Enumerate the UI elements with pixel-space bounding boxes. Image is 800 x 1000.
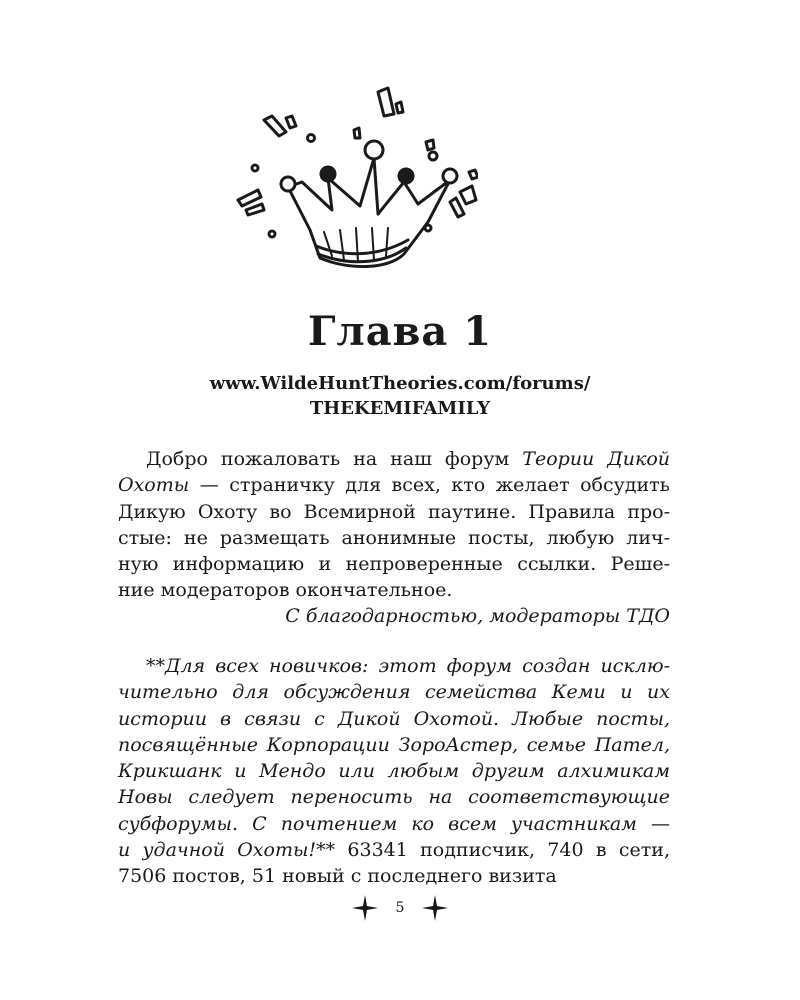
crown-icon xyxy=(228,82,478,282)
page-number: 5 xyxy=(395,900,405,916)
welcome-text: Дикую Охоту во Всемирной паутине. Правила про- xyxy=(118,500,670,523)
welcome-text: ную информацию и непроверенные ссылки. Реше- xyxy=(118,553,670,576)
notice-text: посвящённые Корпорации ЗороАстер, семье Пател, xyxy=(118,733,670,756)
notice-text: и удачной Охоты!** xyxy=(118,839,336,862)
four-point-star-icon xyxy=(422,895,448,921)
welcome-paragraph xyxy=(118,446,670,604)
notice-text: субфорумы. С почтением ко всем участникам — xyxy=(118,812,670,835)
four-point-star-icon xyxy=(352,895,378,921)
welcome-text: Добро пожаловать на наш форум xyxy=(146,448,523,470)
forum-url-line2: THEKEMIFAMILY xyxy=(309,398,491,419)
forum-stats: 7506 постов, 51 новый с последнего визита xyxy=(118,865,557,888)
forum-url xyxy=(0,371,800,421)
notice-text: чительно для обсуждения семейства Кеми и их xyxy=(118,681,670,704)
forum-url-line1: www.WildeHuntTheories.com/forums/ xyxy=(209,373,591,394)
notice-text: истории в связи с Дикой Охотой. Любые посты, xyxy=(118,707,670,730)
welcome-text: стые: не размещать анонимные посты, любую лич- xyxy=(118,526,670,549)
welcome-text: ние модераторов окончательное. xyxy=(118,579,453,602)
moderators-signature: С благодарностью, модераторы ТДО xyxy=(285,605,670,627)
chapter-title: Глава 1 xyxy=(307,308,493,355)
forum-name-part2: Охоты xyxy=(118,474,190,497)
forum-name-part1: Теории Дикой xyxy=(522,448,670,470)
notice-text: Новы следует переносить на соответствующие xyxy=(118,786,670,809)
newcomers-notice xyxy=(118,653,670,890)
notice-text: Крикшанк и Мендо или любым другим алхимикам xyxy=(118,760,670,783)
welcome-text: — страничку для всех, кто желает обсудить xyxy=(189,474,670,497)
page-footer xyxy=(0,893,800,923)
notice-text: **Для всех новичков: этот форум создан исклю- xyxy=(146,655,670,677)
forum-stats: 63341 подписчик, 740 в сети, xyxy=(335,839,670,862)
